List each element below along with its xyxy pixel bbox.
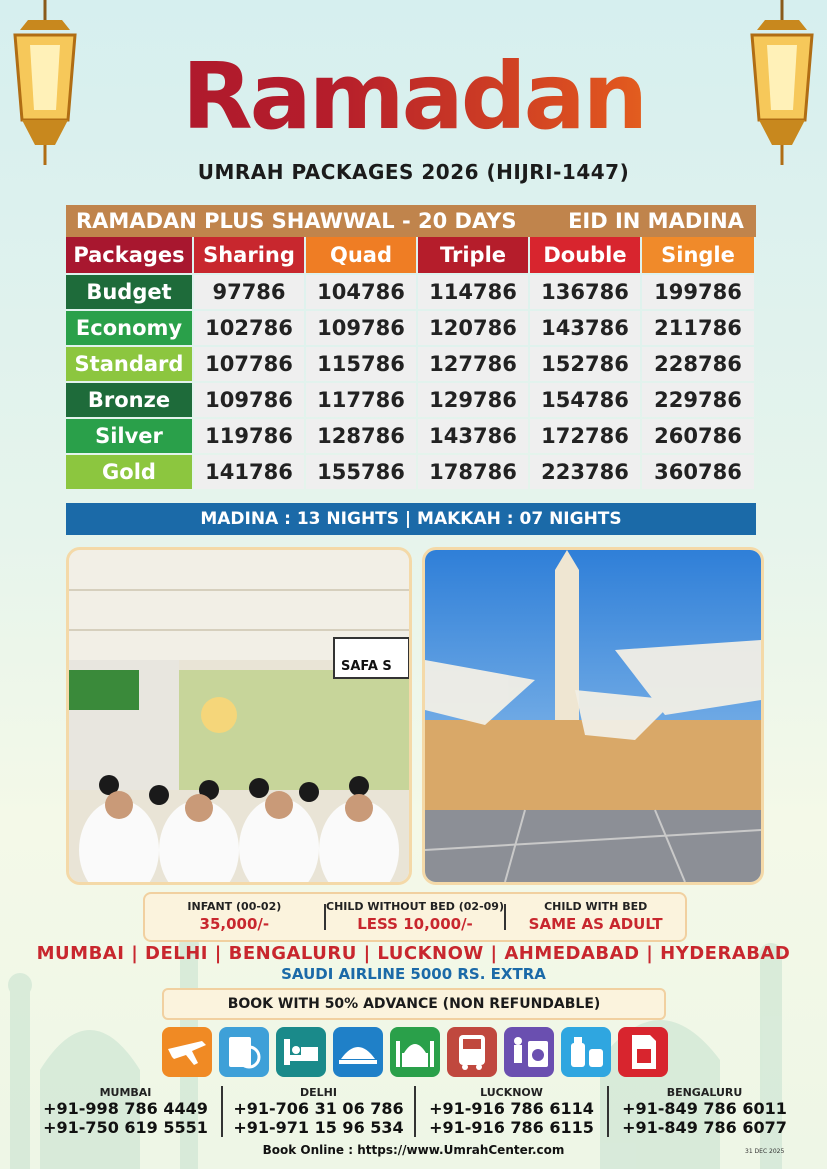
infant-info [145, 894, 324, 940]
contact-lucknow [414, 1086, 607, 1137]
photo-masjid-nabawi [422, 547, 764, 885]
phone-number[interactable]: +91-706 31 06 786 [233, 1099, 404, 1118]
price-cell: 117786 [306, 383, 416, 417]
laundry-icon [504, 1027, 554, 1077]
price-cell: 127786 [418, 347, 528, 381]
page-title: Ramadan [0, 42, 827, 152]
flight-icon [162, 1027, 212, 1077]
price-cell: 155786 [306, 455, 416, 489]
visa-icon [219, 1027, 269, 1077]
price-cell: 229786 [642, 383, 754, 417]
price-cell: 223786 [530, 455, 640, 489]
hotel-bed-icon [276, 1027, 326, 1077]
price-cell: 97786 [194, 275, 304, 309]
price-cell: 115786 [306, 347, 416, 381]
price-cell: 172786 [530, 419, 640, 453]
price-cell: 104786 [306, 275, 416, 309]
package-name: Gold [66, 455, 192, 489]
service-icons [162, 1027, 668, 1077]
photo-safa-interior [66, 547, 412, 885]
package-name: Bronze [66, 383, 192, 417]
price-cell: 119786 [194, 419, 304, 453]
food-icon [333, 1027, 383, 1077]
price-cell: 143786 [530, 311, 640, 345]
page-subtitle: UMRAH PACKAGES 2026 (HIJRI-1447) [197, 160, 630, 184]
price-cell: 228786 [642, 347, 754, 381]
table-row [66, 419, 756, 453]
infant-label: INFANT (00-02) [187, 900, 282, 913]
child-without-bed-value: LESS 10,000/- [357, 915, 473, 933]
price-cell: 260786 [642, 419, 754, 453]
contact-delhi [221, 1086, 414, 1137]
column-header-double: Double [530, 237, 640, 273]
date-stamp: 31 DEC 2025 [745, 1148, 785, 1155]
departure-cities: MUMBAI | DELHI | BENGALURU | LUCKNOW | AHMEDABAD | HYDERABAD [36, 943, 791, 964]
table-row [66, 275, 756, 309]
infant-value: 35,000/- [199, 915, 270, 933]
column-header-sharing: Sharing [194, 237, 304, 273]
price-cell: 120786 [418, 311, 528, 345]
price-cell: 136786 [530, 275, 640, 309]
price-cell: 152786 [530, 347, 640, 381]
price-cell: 129786 [418, 383, 528, 417]
book-online-link[interactable]: Book Online : https://www.UmrahCenter.com [262, 1143, 565, 1157]
phone-number[interactable]: +91-998 786 4449 [43, 1099, 208, 1118]
price-cell: 199786 [642, 275, 754, 309]
column-header-single: Single [642, 237, 754, 273]
contact-city: LUCKNOW [480, 1086, 543, 1099]
advance-note: BOOK WITH 50% ADVANCE (NON REFUNDABLE) [162, 988, 666, 1020]
price-cell: 178786 [418, 455, 528, 489]
contact-city: MUMBAI [99, 1086, 152, 1099]
phone-number[interactable]: +91-916 786 6114 [429, 1099, 594, 1118]
table-row [66, 383, 756, 417]
table-banner [66, 205, 756, 237]
child-without-bed-label: CHILD WITHOUT BED (02-09) [326, 900, 504, 913]
phone-number[interactable]: +91-849 786 6011 [622, 1099, 787, 1118]
package-name: Economy [66, 311, 192, 345]
child-with-bed-value: SAME AS ADULT [528, 915, 663, 933]
price-cell: 114786 [418, 275, 528, 309]
phone-number[interactable]: +91-971 15 96 534 [233, 1118, 404, 1137]
price-cell: 109786 [194, 383, 304, 417]
contact-city: DELHI [300, 1086, 337, 1099]
column-header-quad: Quad [306, 237, 416, 273]
package-duration: RAMADAN PLUS SHAWWAL - 20 DAYS [76, 209, 517, 233]
price-cell: 154786 [530, 383, 640, 417]
column-header-triple: Triple [418, 237, 528, 273]
table-body [66, 275, 756, 489]
table-header-row [66, 237, 756, 273]
nights-banner: MADINA : 13 NIGHTS | MAKKAH : 07 NIGHTS [66, 503, 756, 535]
contact-mumbai [30, 1086, 221, 1137]
eid-location: EID IN MADINA [568, 209, 744, 233]
child-with-bed-info [506, 894, 685, 940]
safa-sign: SAFA S [341, 659, 392, 674]
sim-card-icon [618, 1027, 668, 1077]
column-header-packages: Packages [66, 237, 192, 273]
zamzam-icon [561, 1027, 611, 1077]
package-name: Budget [66, 275, 192, 309]
phone-number[interactable]: +91-849 786 6077 [622, 1118, 787, 1137]
airline-note: SAUDI AIRLINE 5000 RS. EXTRA [281, 965, 546, 983]
price-cell: 143786 [418, 419, 528, 453]
price-cell: 360786 [642, 455, 754, 489]
table-row [66, 455, 756, 489]
child-with-bed-label: CHILD WITH BED [544, 900, 648, 913]
price-table [66, 205, 756, 489]
price-cell: 107786 [194, 347, 304, 381]
phone-number[interactable]: +91-916 786 6115 [429, 1118, 594, 1137]
price-cell: 128786 [306, 419, 416, 453]
phone-number[interactable]: +91-750 619 5551 [43, 1118, 208, 1137]
contact-city: BENGALURU [666, 1086, 743, 1099]
price-cell: 141786 [194, 455, 304, 489]
price-cell: 211786 [642, 311, 754, 345]
mosque-icon [390, 1027, 440, 1077]
contact-bengaluru [607, 1086, 800, 1137]
bus-icon [447, 1027, 497, 1077]
contacts [30, 1086, 800, 1137]
package-name: Silver [66, 419, 192, 453]
package-name: Standard [66, 347, 192, 381]
table-row [66, 311, 756, 345]
child-without-bed-info [326, 894, 505, 940]
table-row [66, 347, 756, 381]
child-pricing-box [143, 892, 687, 942]
price-cell: 109786 [306, 311, 416, 345]
price-cell: 102786 [194, 311, 304, 345]
